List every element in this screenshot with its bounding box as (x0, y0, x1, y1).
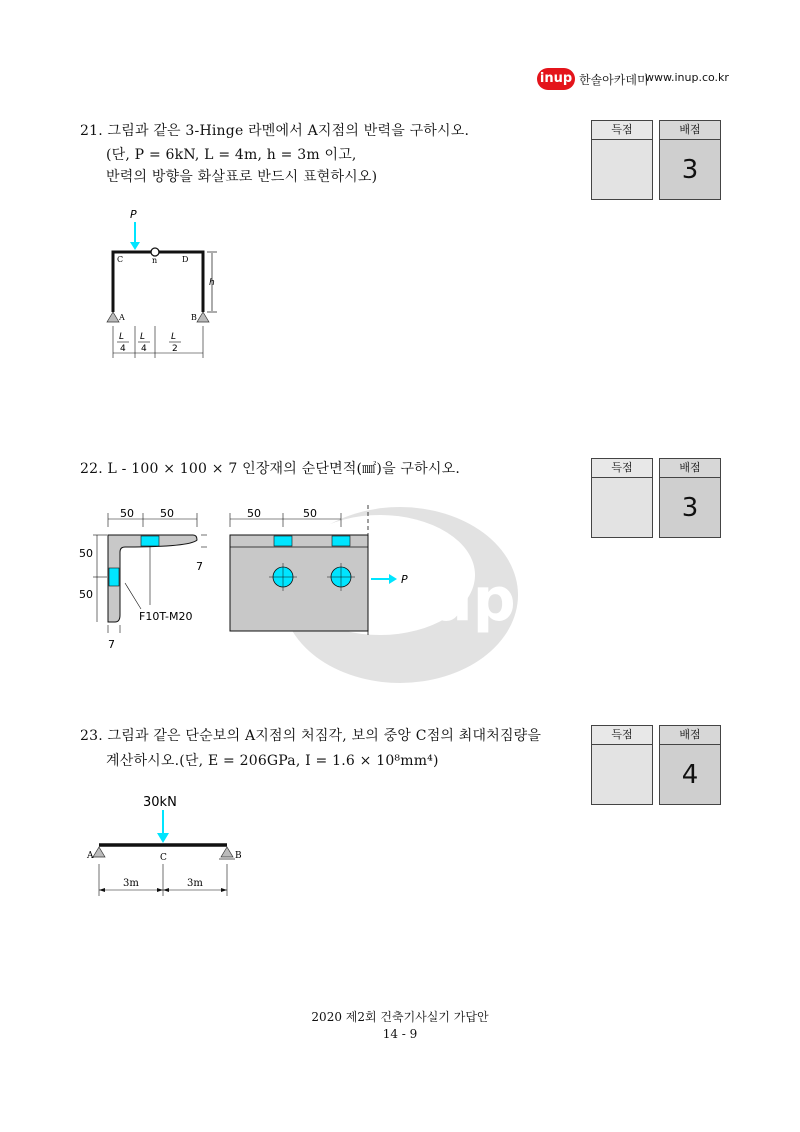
q23-a-label: A (87, 851, 94, 861)
q21-frame-figure (95, 200, 235, 370)
points-box (659, 725, 721, 805)
q22-dim-50b: 50 (160, 507, 174, 520)
q21-c-label: C (117, 255, 124, 264)
q22-score-box (591, 458, 721, 538)
q22-dim-7a: 7 (196, 560, 203, 573)
q23-load-label: 30kN (143, 795, 177, 810)
points-box (659, 120, 721, 200)
q21-score-box (591, 120, 721, 200)
points-box (659, 458, 721, 538)
points-label: 배점 (660, 121, 720, 140)
q21-dim3-den: 2 (172, 344, 178, 354)
q21-b-label: B (191, 313, 197, 322)
earned-label: 득점 (592, 121, 652, 140)
q23-score-box (591, 725, 721, 805)
q23-line1: 23. 그림과 같은 단순보의 A지점의 처짐각, 보의 중앙 C점의 최대처짐량을 (80, 728, 542, 744)
q21-d-label: D (182, 255, 189, 264)
q23-b-label: B (235, 851, 242, 861)
earned-box[interactable] (591, 120, 653, 200)
q23-span2: 3m (187, 878, 203, 889)
points-value: 4 (681, 760, 699, 790)
q22-load-label: P (401, 573, 408, 586)
q22-dim-50a: 50 (120, 507, 134, 520)
q21-line3: 반력의 방향을 화살표로 반드시 표현하시오) (106, 169, 378, 185)
q21-dim2-num: L (140, 332, 146, 342)
earned-label: 득점 (592, 459, 652, 478)
q22-dim-50e: 50 (247, 507, 261, 520)
q23-span1: 3m (123, 878, 139, 889)
points-value: 3 (681, 155, 699, 185)
q21-a-label: A (119, 313, 125, 322)
inup-logo: inup (537, 68, 575, 90)
q21-h-label: h (209, 278, 215, 288)
q22-bolt-label: F10T-M20 (139, 610, 193, 623)
earned-label: 득점 (592, 726, 652, 745)
q23-line2: 계산하시오.(단, E = 206GPa, I = 1.6 × 10⁸mm⁴) (106, 753, 439, 769)
earned-box[interactable] (591, 725, 653, 805)
q22-angle-figure (75, 505, 420, 655)
q22-dim-50f: 50 (303, 507, 317, 520)
points-label: 배점 (660, 726, 720, 745)
q21-hinge-label: n (152, 256, 158, 265)
q21-line2: (단, P = 6kN, L = 4m, h = 3m 이고, (106, 147, 357, 163)
academy-name: 한솔아카데미 (579, 73, 649, 87)
q22-dim-50c: 50 (79, 547, 93, 560)
earned-box[interactable] (591, 458, 653, 538)
site-url[interactable]: www.inup.co.kr (645, 71, 729, 84)
q22-dim-50d: 50 (79, 588, 93, 601)
points-label: 배점 (660, 459, 720, 478)
q21-dim2-den: 4 (141, 344, 147, 354)
footer-title: 2020 제2회 건축기사실기 가답안 (311, 1010, 489, 1024)
q23-beam-figure (85, 790, 250, 900)
q21-dim1-num: L (119, 332, 125, 342)
q22-dim-7b: 7 (108, 638, 115, 651)
q21-dim3-num: L (171, 332, 177, 342)
points-value: 3 (681, 493, 699, 523)
q23-c-label: C (160, 853, 167, 863)
svg-text:up: up (430, 565, 516, 635)
q21-dim1-den: 4 (120, 344, 126, 354)
q22-line1: 22. L - 100 × 100 × 7 인장재의 순단면적(㎟)을 구하시오. (80, 461, 460, 477)
q21-line1: 21. 그림과 같은 3-Hinge 라멘에서 A지점의 반력을 구하시오. (80, 123, 470, 139)
page-number: 14 - 9 (382, 1027, 418, 1041)
q21-load-label: P (130, 208, 137, 221)
